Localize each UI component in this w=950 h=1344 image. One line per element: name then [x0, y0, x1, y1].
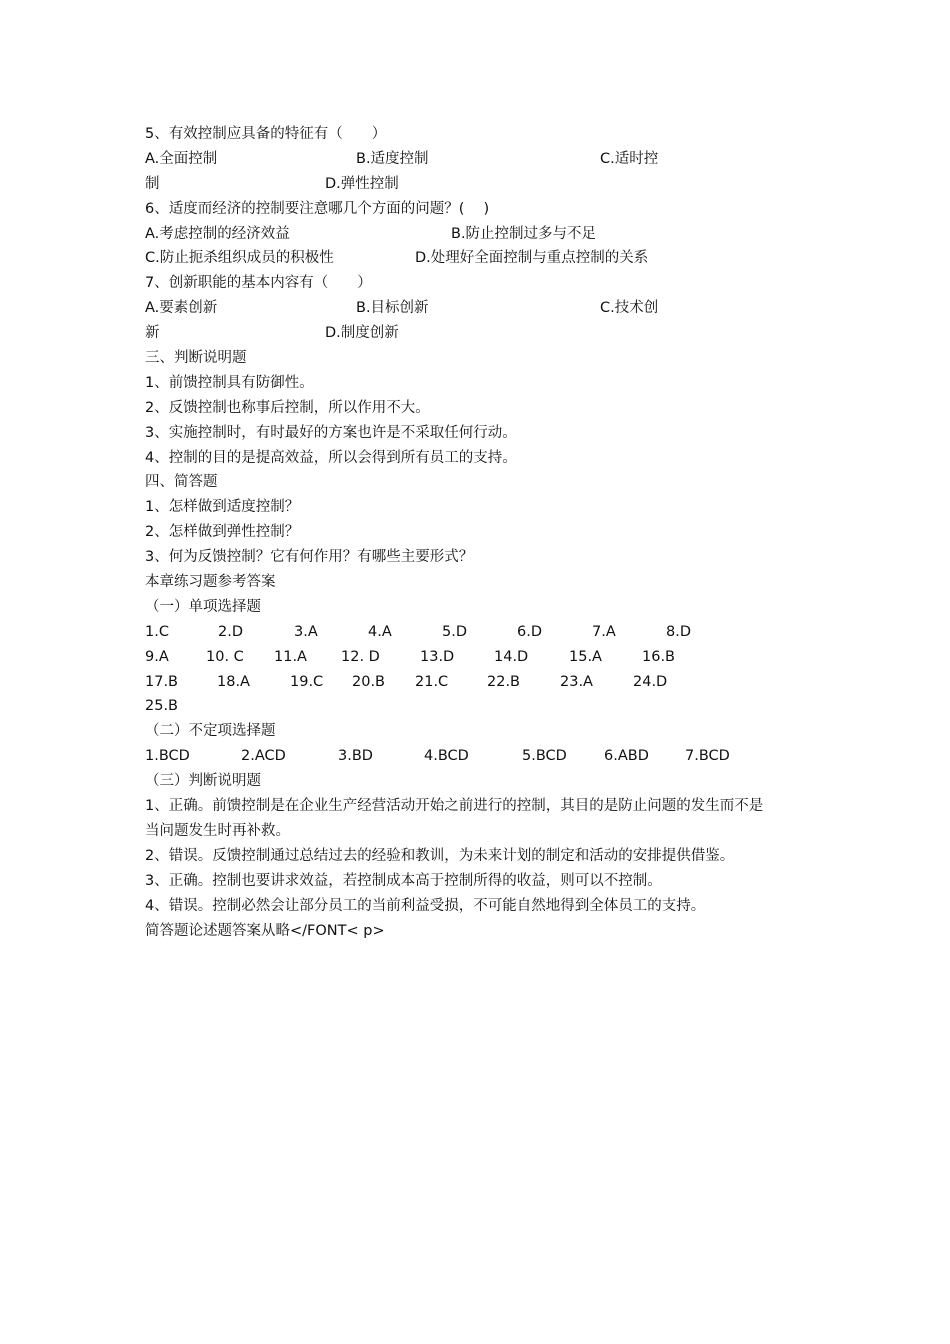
- answer-item: 7.BCD: [685, 748, 730, 765]
- answer-item: 4.BCD: [424, 748, 469, 765]
- question-7-options-row-1: [145, 296, 825, 321]
- answer-item: 22.B: [487, 673, 521, 690]
- answer-item: 3.BD: [338, 748, 373, 765]
- question-7-options-row-2: [145, 321, 825, 346]
- judge-item: 1、前馈控制具有防御性。: [145, 374, 314, 391]
- judge-answers-heading: （三）判断说明题: [145, 773, 261, 790]
- answer-item: 21.C: [415, 673, 449, 690]
- answer-item: 9.A: [145, 648, 169, 665]
- single-choice-heading: （一）单项选择题: [145, 598, 261, 615]
- answer-item: 3.A: [294, 623, 318, 640]
- answer-item: 1.BCD: [145, 748, 190, 765]
- answer-item: 11.A: [274, 648, 307, 665]
- option-c-continued: 新: [145, 325, 160, 342]
- answer-item: 15.A: [569, 648, 602, 665]
- answer-item: 4.A: [368, 623, 392, 640]
- short-answer-item: 3、何为反馈控制？它有何作用？有哪些主要形式？: [145, 549, 474, 566]
- section-short-answer-heading: 四、简答题: [145, 474, 218, 491]
- answer-item: 5.BCD: [522, 748, 567, 765]
- answer-item: 25.B: [145, 698, 179, 715]
- footer-note: 简答题论述题答案从略</FONT< p>: [145, 922, 385, 939]
- answer-item: 7.A: [592, 623, 616, 640]
- single-answer-row: [145, 694, 825, 719]
- answers-title: 本章练习题参考答案: [145, 574, 276, 591]
- answer-item: 12. D: [341, 648, 380, 665]
- answer-item: 1.C: [145, 623, 169, 640]
- question-5-options-row-2: [145, 172, 825, 197]
- judge-answer-line: 4、错误。控制必然会让部分员工的当前利益受损，不可能自然地得到全体员工的支持。: [145, 897, 706, 914]
- answer-item: 5.D: [442, 623, 467, 640]
- section-judge-heading: 三、判断说明题: [145, 350, 247, 367]
- judge-item: 2、反馈控制也称事后控制，所以作用不大。: [145, 399, 430, 416]
- question-7-stem: 7、创新职能的基本内容有（ ）: [145, 275, 372, 292]
- answer-item: 14.D: [494, 648, 529, 665]
- answer-item: 16.B: [642, 648, 676, 665]
- option-b: B.防止控制过多与不足: [451, 225, 597, 242]
- answer-item: 2.ACD: [241, 748, 286, 765]
- option-c-continued: 制: [145, 175, 160, 192]
- answer-item: 6.ABD: [604, 748, 649, 765]
- answer-item: 18.A: [217, 673, 250, 690]
- short-answer-item: 2、怎样做到弹性控制？: [145, 524, 300, 541]
- answer-item: 6.D: [517, 623, 542, 640]
- option-a: A.要素创新: [145, 300, 218, 317]
- single-answer-row: [145, 645, 825, 670]
- question-6-options-row-1: [145, 222, 825, 247]
- answer-item: 2.D: [218, 623, 243, 640]
- answer-item: 19.C: [290, 673, 324, 690]
- answer-item: 23.A: [560, 673, 593, 690]
- answer-item: 13.D: [420, 648, 455, 665]
- judge-answer-line: 1、正确。前馈控制是在企业生产经营活动开始之前进行的控制，其目的是防止问题的发生而不是: [145, 798, 764, 815]
- answer-item: 17.B: [145, 673, 179, 690]
- multi-choice-heading: （二）不定项选择题: [145, 723, 276, 740]
- answer-item: 10. C: [206, 648, 244, 665]
- option-b: B.目标创新: [356, 300, 429, 317]
- judge-item: 4、控制的目的是提高效益，所以会得到所有员工的支持。: [145, 449, 517, 466]
- judge-answer-line: 3、正确。控制也要讲求效益，若控制成本高于控制所得的收益，则可以不控制。: [145, 872, 662, 889]
- document-body: [145, 122, 825, 943]
- answer-item: 8.D: [666, 623, 691, 640]
- answer-item: 24.D: [633, 673, 668, 690]
- judge-item: 3、实施控制时，有时最好的方案也许是不采取任何行动。: [145, 424, 517, 441]
- option-d: D.制度创新: [325, 325, 399, 342]
- option-a: A.全面控制: [145, 150, 218, 167]
- question-6-stem: 6、适度而经济的控制要注意哪几个方面的问题？( ): [145, 200, 490, 217]
- judge-answer-line: 当问题发生时再补救。: [145, 822, 290, 839]
- option-d: D.处理好全面控制与重点控制的关系: [415, 250, 649, 267]
- question-5-stem: 5、有效控制应具备的特征有（ ）: [145, 126, 387, 142]
- option-a: A.考虑控制的经济效益: [145, 225, 290, 242]
- single-answer-row: [145, 670, 825, 695]
- judge-answer-line: 2、错误。反馈控制通过总结过去的经验和教训，为未来计划的制定和活动的安排提供借鉴。: [145, 847, 735, 864]
- option-c: C.防止扼杀组织成员的积极性: [145, 250, 334, 267]
- option-c: C.技术创: [600, 300, 659, 317]
- short-answer-item: 1、怎样做到适度控制？: [145, 499, 300, 516]
- question-6-options-row-2: [145, 246, 825, 271]
- option-d: D.弹性控制: [325, 175, 399, 192]
- question-5-options-row-1: [145, 147, 825, 172]
- option-c: C.适时控: [600, 150, 659, 167]
- single-answer-row: [145, 620, 825, 645]
- answer-item: 20.B: [352, 673, 386, 690]
- option-b: B.适度控制: [356, 150, 429, 167]
- multi-answer-row: [145, 744, 825, 769]
